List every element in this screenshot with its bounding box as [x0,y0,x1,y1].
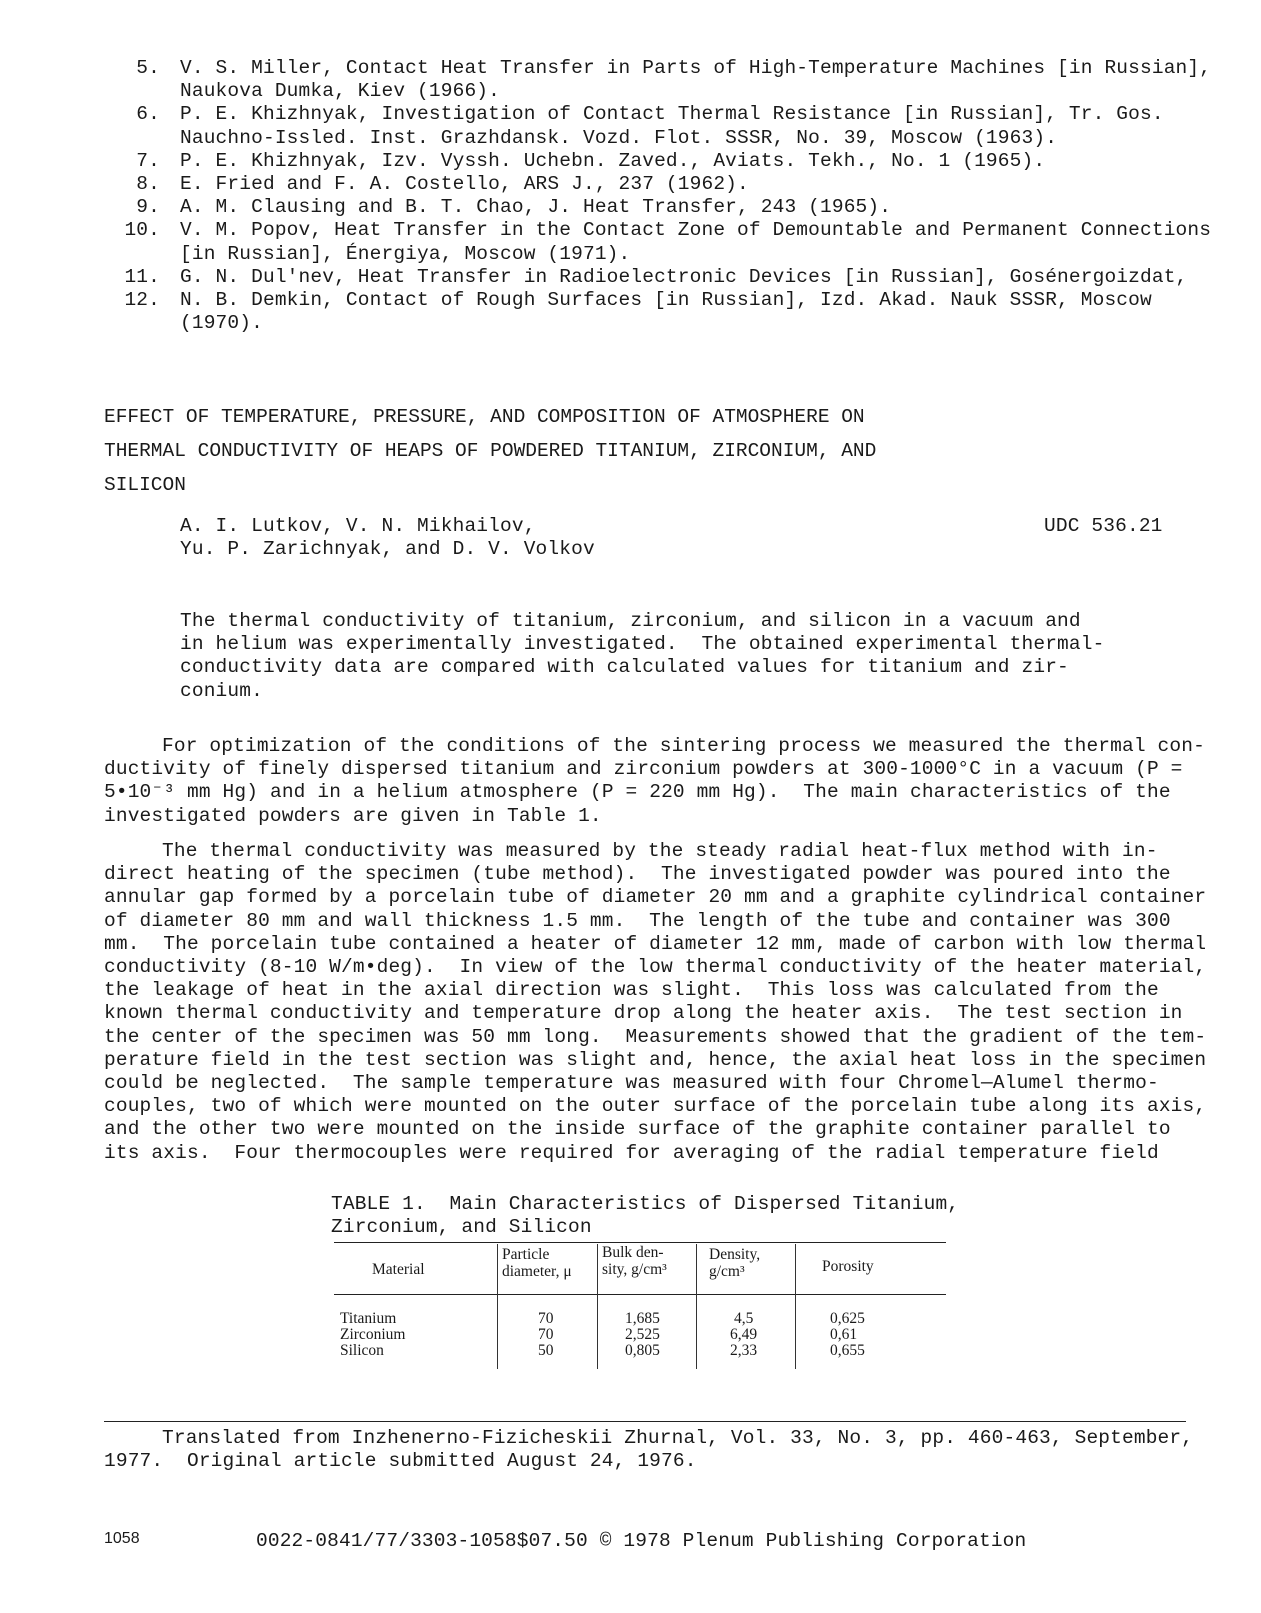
header-porosity: Porosity [822,1258,874,1275]
paragraph-line: direct heating of the specimen (tube method). The investigated powder was poured into the [104,863,1171,886]
paragraph-line: of diameter 80 mm and wall thickness 1.5 mm. The length of the tube and container was 300 [104,909,1171,932]
table-cell-porosity: 0,655 [830,1342,865,1359]
header-bulk-density-unit: sity, g/cm³ [602,1261,667,1278]
paragraph-line: known thermal conductivity and temperature drop along the heater axis. The test section in [104,1002,1183,1025]
reference-list [104,57,1212,335]
reference-text: A. M. Clausing and B. T. Chao, J. Heat Transfer, 243 (1965). [180,196,892,219]
table-cell-material: Zirconium [340,1326,406,1343]
abstract [180,610,1105,703]
reference-number: 11. [124,265,160,288]
column-divider [795,1244,796,1369]
body-paragraph [104,735,1205,828]
abstract-line: The thermal conductivity of titanium, zirconium, and silicon in a vacuum and [180,610,1081,632]
paragraph-line: investigated powders are given in Table 1. [104,804,602,827]
reference-number: 5. [136,57,160,79]
footnote-line: 1977. Original article submitted August 24, 1976. [104,1450,697,1473]
author-line: Yu. P. Zarichnyak, and D. V. Volkov [180,538,595,561]
reference-item [104,219,1212,265]
table-cell-bulk: 1,685 [625,1310,660,1327]
reference-number: 10. [124,219,160,242]
reference-number: 7. [136,149,160,172]
body-paragraph [104,840,1207,1165]
reference-text: P. E. Khizhnyak, Izv. Vyssh. Uchebn. Zaved., Aviats. Tekh., No. 1 (1965). [180,149,1046,172]
header-particle-unit: diameter, μ [502,1263,572,1280]
paragraph-line: The thermal conductivity was measured by the steady radial heat-flux method with in- [162,840,1158,862]
reference-item [104,103,1184,149]
header-bulk-density: Bulk den- [602,1244,664,1261]
paragraph-line: annular gap formed by a porcelain tube of diameter 20 mm and a graphite cylindrical container [104,886,1207,909]
reference-number: 8. [136,173,160,196]
table-cell-density: 4,5 [734,1310,754,1327]
table-cell-porosity: 0,61 [830,1326,858,1343]
table-cell-particle: 50 [538,1342,554,1359]
paragraph-line: conductivity (8-10 W/m•deg). In view of the low thermal conductivity of the heater material, [104,956,1207,979]
reference-text: V. M. Popov, Heat Transfer in the Contact Zone of Demountable and Permanent Connections [180,219,1212,242]
header-particle: Particle [502,1246,550,1263]
page-number: 1058 [104,1530,140,1547]
title-line: EFFECT OF TEMPERATURE, PRESSURE, AND COMPOSITION OF ATMOSPHERE ON [104,406,865,428]
paragraph-line: ductivity of finely dispersed titanium and zirconium powders at 300-1000°C in a vacuum (P = [104,758,1183,781]
table-header-rule [334,1294,946,1295]
abstract-line: in helium was experimentally investigated. The obtained experimental thermal- [180,633,1105,656]
paragraph-line: could be neglected. The sample temperature was measured with four Chromel—Alumel thermo- [104,1072,1159,1095]
header-density: Density, [709,1246,761,1263]
title-line: THERMAL CONDUCTIVITY OF HEAPS OF POWDERED TITANIUM, ZIRCONIUM, AND [104,440,877,462]
paragraph-line: 5•10⁻³ mm Hg) and in a helium atmosphere (P = 220 mm Hg). The main characteristics of the [104,781,1171,804]
reference-text: G. N. Dul'nev, Heat Transfer in Radioelectronic Devices [in Russian], Gosénergoizdat, [180,265,1188,288]
udc-code: UDC 536.21 [1044,515,1163,537]
column-divider [696,1244,697,1369]
table-cell-material: Silicon [340,1342,384,1359]
reference-text: Nauchno-Issled. Inst. Grazhdansk. Vozd. Flot. SSSR, No. 39, Moscow (1963). [180,126,1058,149]
reference-text: V. S. Miller, Contact Heat Transfer in Parts of High-Temperature Machines [in Russian], [180,57,1212,79]
paragraph-line: For optimization of the conditions of the sintering process we measured the thermal con- [162,735,1205,757]
reference-text: P. E. Khizhnyak, Investigation of Contact Thermal Resistance [in Russian], Tr. Gos. [180,103,1164,126]
reference-item [104,173,1184,196]
table-cell-particle: 70 [538,1310,554,1327]
column-divider [597,1244,598,1369]
reference-item [104,289,1184,335]
reference-item [104,196,1184,219]
table-top-rule [334,1242,946,1243]
table-cell-density: 2,33 [730,1342,758,1359]
table-cell-material: Titanium [340,1310,397,1327]
abstract-line: conium. [180,679,263,702]
footnote-line: Translated from Inzhenerno-Fizicheskii Zhurnal, Vol. 33, No. 3, pp. 460-463, September, [162,1427,1194,1449]
table-cell-bulk: 0,805 [625,1342,660,1359]
reference-text: N. B. Demkin, Contact of Rough Surfaces [in Russian], Izd. Akad. Nauk SSSR, Moscow [180,289,1152,312]
publication-code: 0022-0841/77/3303-1058$07.50 © 1978 Plenum Publishing Corporation [256,1530,1027,1552]
header-density-unit: g/cm³ [709,1263,745,1280]
reference-text: [in Russian], Énergiya, Moscow (1971). [180,242,631,265]
paragraph-line: perature field in the test section was slight and, hence, the axial heat loss in the specimen [104,1048,1207,1071]
column-divider [497,1244,498,1369]
reference-number: 6. [136,103,160,126]
paragraph-line: and the other two were mounted on the inside surface of the graphite container parallel to [104,1118,1171,1141]
title-line: SILICON [104,474,186,496]
reference-text: (1970). [180,312,263,335]
author-line: A. I. Lutkov, V. N. Mikhailov, [180,515,536,537]
reference-item [104,265,1188,289]
table-cell-particle: 70 [538,1326,554,1343]
reference-item [104,57,1212,103]
paragraph-line: mm. The porcelain tube contained a heater of diameter 12 mm, made of carbon with low thermal [104,932,1207,955]
table-cell-density: 6,49 [730,1326,758,1343]
table-caption-line: Zirconium, and Silicon [331,1216,592,1239]
reference-number: 9. [136,196,160,219]
paragraph-line: its axis. Four thermocouples were required for averaging of the radial temperature field [104,1141,1159,1164]
paragraph-line: the center of the specimen was 50 mm long. Measurements showed that the gradient of the tem- [104,1025,1207,1048]
header-material: Material [372,1261,425,1278]
article-title [104,400,1004,502]
reference-number: 12. [124,289,160,312]
table-caption-line: TABLE 1. Main Characteristics of Dispersed Titanium, [331,1193,960,1215]
table-caption [331,1193,959,1239]
table-cell-bulk: 2,525 [625,1326,660,1343]
reference-item [104,150,1184,173]
translation-footnote [104,1427,1194,1473]
article-authors [180,515,595,561]
paragraph-line: couples, two of which were mounted on the outer surface of the porcelain tube along its axis, [104,1095,1207,1118]
abstract-line: conductivity data are compared with calculated values for titanium and zir- [180,656,1069,679]
table-cell-porosity: 0,625 [830,1310,865,1327]
reference-text: Naukova Dumka, Kiev (1966). [180,80,501,103]
reference-text: E. Fried and F. A. Costello, ARS J., 237 (1962). [180,173,749,196]
paragraph-line: the leakage of heat in the axial direction was slight. This loss was calculated from the [104,979,1159,1002]
footnote-rule [104,1421,1186,1422]
